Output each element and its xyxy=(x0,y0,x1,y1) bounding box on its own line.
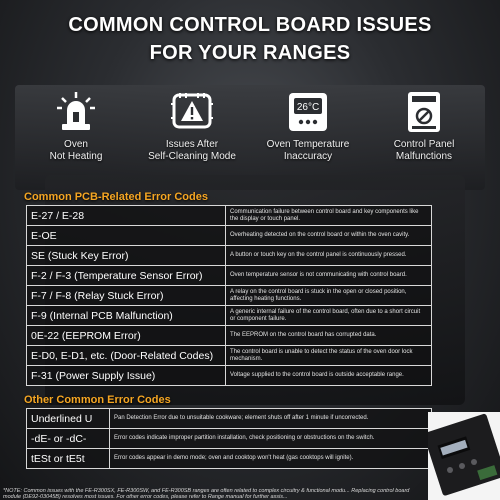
error-description: Voltage supplied to the control board is outside acceptable range. xyxy=(226,366,432,386)
issue-label-0: Oven Not Heating xyxy=(49,139,103,162)
error-code: 0E-22 (EEPROM Error) xyxy=(27,326,226,346)
other-error-table xyxy=(26,408,432,469)
error-description: The control board is unable to detect the status of the oven door lock mechanism. xyxy=(226,346,432,366)
other-error-row xyxy=(27,429,432,449)
error-description: Error codes indicate improper partition installation, check positioning or obstructions on the switch. xyxy=(110,429,432,449)
error-code: tESt or tE5t xyxy=(27,449,110,469)
pcb-error-row xyxy=(27,266,432,286)
error-code: E-OE xyxy=(27,226,226,246)
thermostat-reading: 26°C xyxy=(296,102,320,113)
alarm-beacon-icon xyxy=(52,88,100,136)
other-error-row xyxy=(27,449,432,469)
error-description: The EEPROM on the control board has corrupted data. xyxy=(226,326,432,346)
other-section-title: Other Common Error Codes xyxy=(24,394,171,406)
pcb-error-table xyxy=(26,205,432,386)
error-code: -dE- or -dC- xyxy=(27,429,110,449)
pcb-error-row xyxy=(27,306,432,326)
pcb-error-row xyxy=(27,246,432,266)
other-error-row xyxy=(27,409,432,429)
control-board-photo xyxy=(428,412,500,500)
pcb-error-row xyxy=(27,206,432,226)
error-description: Overheating detected on the control board or within the oven cavity. xyxy=(226,226,432,246)
issue-label-2: Oven Temperature Inaccuracy xyxy=(266,139,350,162)
error-code: F-7 / F-8 (Relay Stuck Error) xyxy=(27,286,226,306)
issue-label-3: Control Panel Malfunctions xyxy=(393,139,455,162)
error-description: Pan Detection Error due to unsuitable cookware; element shuts off after 1 minute if uncorrected. xyxy=(110,409,432,429)
pcb-error-row xyxy=(27,226,432,246)
thermostat-icon xyxy=(284,88,332,136)
footnote: *NOTE: Common issues with the FE-R300SX, FE-R300SW, and FE-R300SB ranges are often related to complex circuitry & functional modu... Replacing control board module (DE92-03045B) resolves most issues. For other error codes, please refer to Range manual for further assis... xyxy=(3,488,410,500)
error-description: Error codes appear in demo mode; oven and cooktop won't heat (gas cooktops will ignite). xyxy=(110,449,432,469)
issue-icons-row xyxy=(18,88,482,163)
error-code: SE (Stuck Key Error) xyxy=(27,246,226,266)
issue-self-cleaning xyxy=(134,88,250,163)
page-title-line2: FOR YOUR RANGES xyxy=(149,42,351,64)
issue-temperature-inaccuracy xyxy=(250,88,366,163)
error-code: F-31 (Power Supply Issue) xyxy=(27,366,226,386)
pcb-section-title: Common PCB-Related Error Codes xyxy=(24,191,208,203)
error-description: Communication failure between control board and key components like the display or touch panel. xyxy=(226,206,432,226)
pcb-error-row xyxy=(27,286,432,306)
error-description: Oven temperature sensor is not communicating with control board. xyxy=(226,266,432,286)
warning-oven-icon xyxy=(168,88,216,136)
error-code: Underlined U xyxy=(27,409,110,429)
error-description: A button or touch key on the control panel is continuously pressed. xyxy=(226,246,432,266)
pcb-error-row xyxy=(27,326,432,346)
issue-control-panel xyxy=(366,88,482,163)
error-description: A relay on the control board is stuck in the open or closed position, affecting heating functions. xyxy=(226,286,432,306)
error-code: E-27 / E-28 xyxy=(27,206,226,226)
pcb-error-row xyxy=(27,366,432,386)
issue-oven-not-heating xyxy=(18,88,134,163)
error-code: F-2 / F-3 (Temperature Sensor Error) xyxy=(27,266,226,286)
error-code: F-9 (Internal PCB Malfunction) xyxy=(27,306,226,326)
control-panel-icon xyxy=(400,88,448,136)
error-code: E-D0, E-D1, etc. (Door-Related Codes) xyxy=(27,346,226,366)
page-title-line1: COMMON CONTROL BOARD ISSUES xyxy=(68,14,432,36)
error-description: A generic internal failure of the control board, often due to a short circuit or component failure. xyxy=(226,306,432,326)
pcb-error-row xyxy=(27,346,432,366)
issue-label-1: Issues After Self-Cleaning Mode xyxy=(148,139,236,162)
